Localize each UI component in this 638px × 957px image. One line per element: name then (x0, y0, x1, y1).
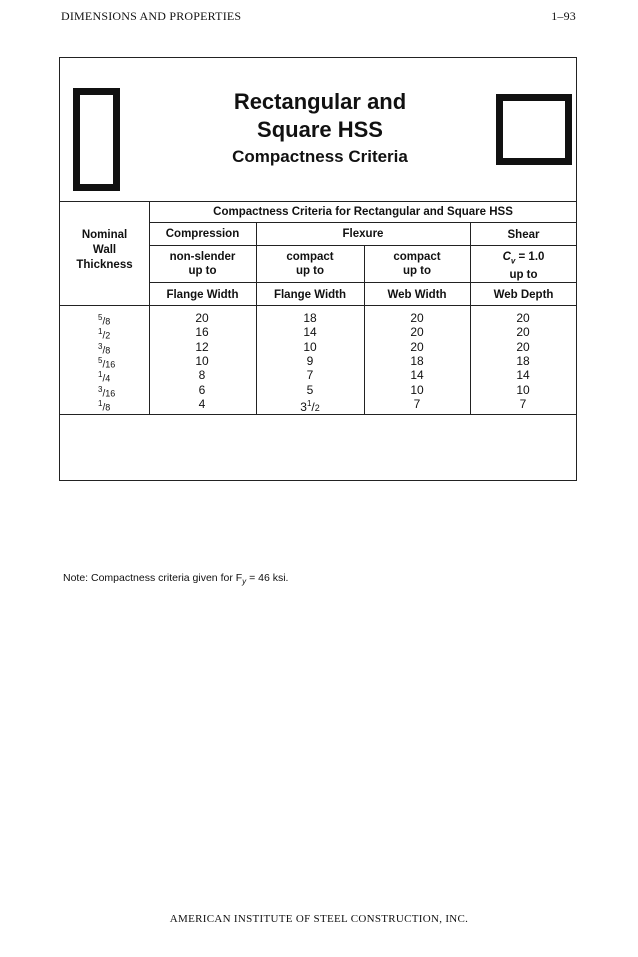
measure-flange-width: Flange Width (273, 289, 347, 301)
row-thickness: $^3$/16 (98, 384, 116, 399)
rule (149, 222, 577, 223)
table-cell: 20 (410, 339, 424, 354)
rule (149, 245, 577, 246)
row-thickness: $^1$/8 (98, 398, 111, 414)
table-cell: 20 (410, 311, 424, 325)
table-cell: 18 (410, 353, 424, 368)
table-cell: 4 (198, 396, 206, 411)
table-cell: 20 (195, 311, 209, 325)
table-cell: 16 (195, 325, 209, 340)
title-area (60, 58, 576, 202)
condition-4: $C_v = 1.0$ up to (502, 251, 545, 282)
table-cell: 7 (519, 396, 527, 411)
table-cell: 18 (516, 353, 530, 368)
row-thickness: $^1$/4 (98, 370, 111, 385)
row-header: Nominal Wall Thickness (76, 229, 133, 271)
table-cell: 14 (303, 325, 317, 340)
table-cell: 20 (516, 325, 530, 340)
table-cell: 5 (306, 382, 314, 397)
table-cell: 20 (516, 339, 530, 354)
table-frame (59, 57, 577, 587)
table-cell: 9 (306, 353, 314, 368)
table-cell: 18 (303, 311, 317, 325)
running-head-title: DIMENSIONS AND PROPERTIES (61, 9, 242, 23)
subtitle: Compactness Criteria (232, 147, 408, 166)
running-head (61, 9, 576, 24)
row-thickness: $^5$/8 (98, 313, 111, 328)
title-line-2: Square HSS (257, 117, 383, 142)
table-cell: 10 (516, 382, 530, 397)
title-line-1: Rectangular and (233, 89, 407, 114)
condition-3: compact up to (393, 251, 441, 277)
measure-web-width: Web Width (387, 289, 447, 301)
table-cell: 20 (516, 311, 530, 325)
group-flexure: Flexure (342, 228, 384, 240)
condition-2: compact up to (286, 251, 334, 277)
page-number: 1–93 (551, 9, 576, 23)
measure-web-depth: Web Depth (493, 289, 554, 301)
row-thickness: $^3$/8 (98, 341, 111, 356)
row-thickness: $^5$/16 (98, 355, 116, 371)
rule (60, 305, 577, 306)
table-cell: 7 (413, 396, 421, 411)
row-thickness: $^1$/2 (98, 327, 111, 342)
table-note: Note: Compactness criteria given for $F_y = 46$ ksi. (63, 572, 289, 587)
table-cell: 8 (198, 368, 206, 383)
table-cell: 14 (410, 368, 424, 383)
table-cell: 14 (516, 368, 530, 383)
group-compression: Compression (165, 228, 240, 240)
publisher-footer: AMERICAN INSTITUTE OF STEEL CONSTRUCTION, INC. (169, 913, 469, 925)
table-cell: 12 (195, 339, 209, 354)
table-cell: 20 (410, 325, 424, 340)
condition-1: non-slender up to (169, 251, 236, 277)
table-cell: 10 (195, 353, 209, 368)
table-caption: Compactness Criteria for Rectangular and Square HSS (213, 206, 513, 218)
table-cell: 7 (306, 368, 314, 383)
table-cell: 6 (198, 382, 206, 397)
table-cell: $3^1/2$ (300, 398, 320, 414)
table-cell: 10 (410, 382, 424, 397)
table-cell: 10 (303, 339, 317, 354)
measure-flange-width: Flange Width (166, 289, 239, 301)
group-shear: Shear (507, 229, 540, 241)
